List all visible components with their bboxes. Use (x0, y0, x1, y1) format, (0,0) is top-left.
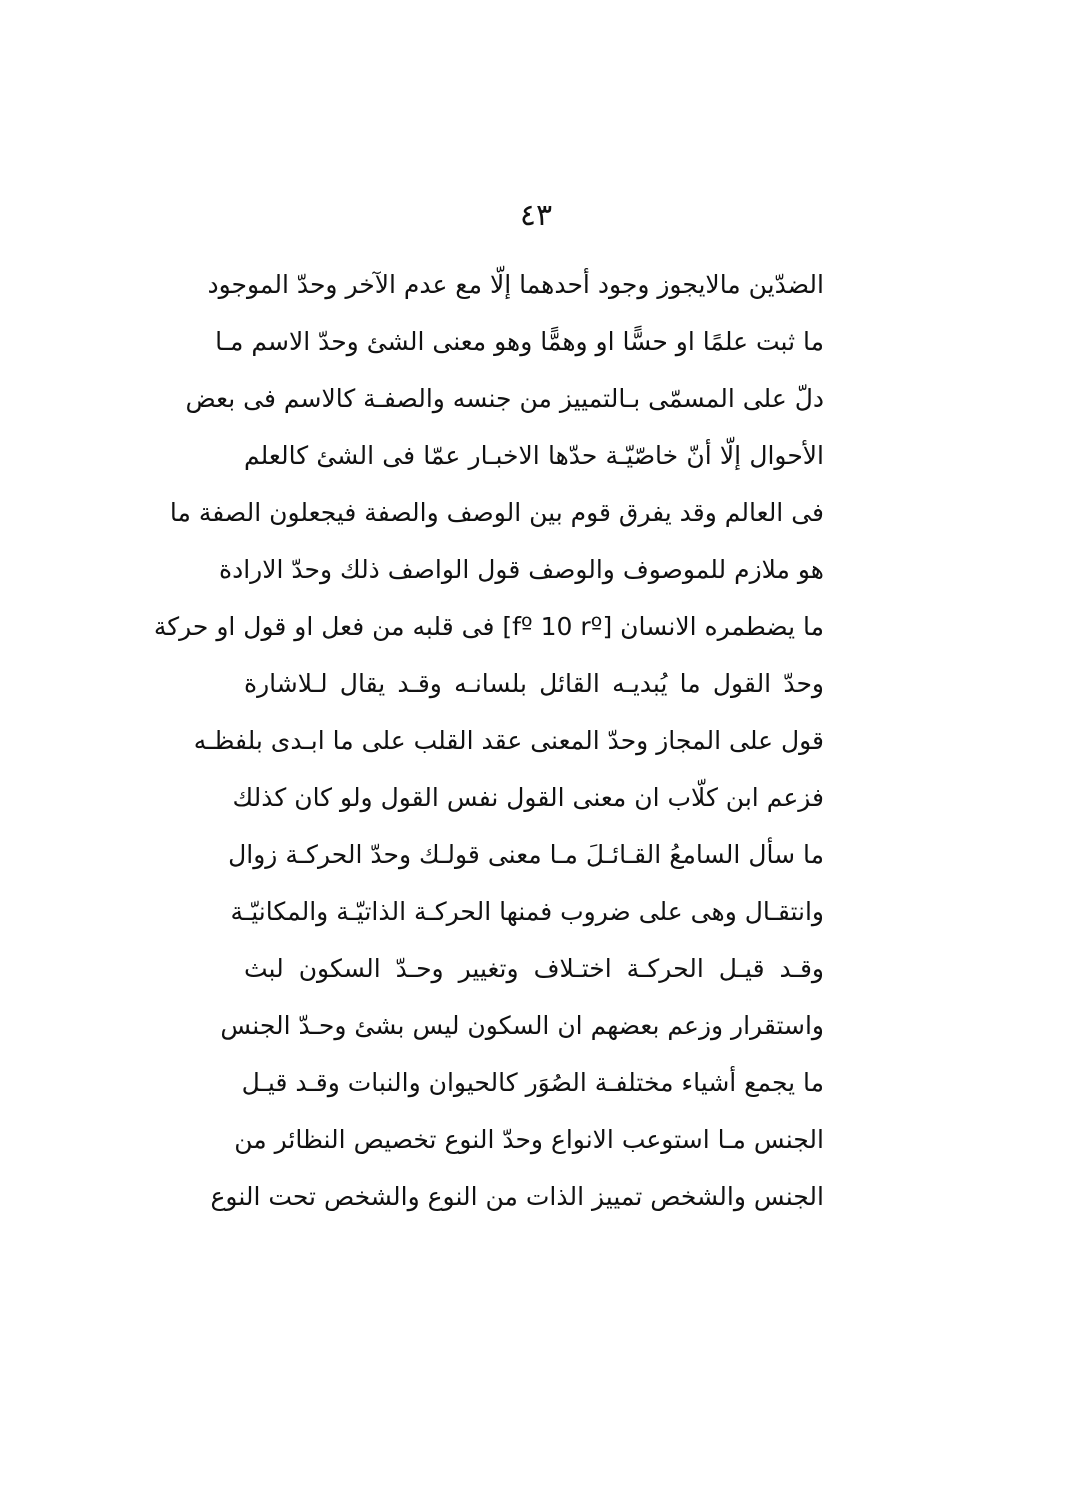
text-line: الأحوال إلّا أنّ خاصّيّـة حدّها الاخبـار عمّا فى الشئ كالعلم (244, 441, 824, 470)
text-line: قول على المجاز وحدّ المعنى عقد القلب على ما ابـدى بلفظـه (193, 726, 824, 755)
text-line: دلّ على المسمّى بـالتمييز من جنسه والصفـة كالاسم فى بعض (185, 384, 824, 413)
text-line: الضدّين مالايجوز وجود أحدهما إلّا مع عدم الآخر وحدّ الموجود (207, 270, 824, 299)
text-line: فزعم ابن كلّاب ان معنى القول نفس القول ولو كان كذلك (232, 783, 824, 812)
text-line: واستقرار وزعم بعضهم ان السكون ليس بشئ وحـدّ الجنس (220, 1011, 824, 1040)
page-number: ٤٣ (519, 198, 553, 233)
text-line: ما ثبت علمًا او حسًّا او وهمًّا وهو معنى الشئ وحدّ الاسم مـا (215, 327, 824, 356)
body-text (153, 256, 824, 1225)
text-line: وحدّ القول ما يُبديـه القائل بلسانـه وقـد يقال لـلاشارة (244, 669, 824, 698)
text-line: ما يضطمره الانسان [fº 10 rº] فى قلبه من فعل او قول او حركة (153, 612, 824, 641)
text-line: ما سأل السامعُ القـائـلَ مـا معنى قولـك وحدّ الحركـة زوال (228, 840, 824, 869)
text-line: هو ملازم للموصوف والوصف قول الواصف ذلك وحدّ الارادة (219, 555, 824, 584)
text-line: الجنس والشخص تمييز الذات من النوع والشخص تحت النوع (210, 1182, 824, 1211)
text-line: ما يجمع أشياء مختلفـة الصُوَر كالحيوان والنبات وقـد قيـل (241, 1068, 824, 1097)
text-line: وقـد قيـل الحركـة اختـلاف وتغيير وحـدّ السكون لبث (244, 954, 824, 983)
text-line: فى العالم وقد يفرق قوم بين الوصف والصفة فيجعلون الصفة ما (169, 498, 824, 527)
text-line: الجنس مـا استوعب الانواع وحدّ النوع تخصيص النظائر من (234, 1125, 824, 1154)
text-line: وانتقـال وهى على ضروب فمنها الحركـة الذاتيّـة والمكانيّـة (230, 897, 824, 926)
